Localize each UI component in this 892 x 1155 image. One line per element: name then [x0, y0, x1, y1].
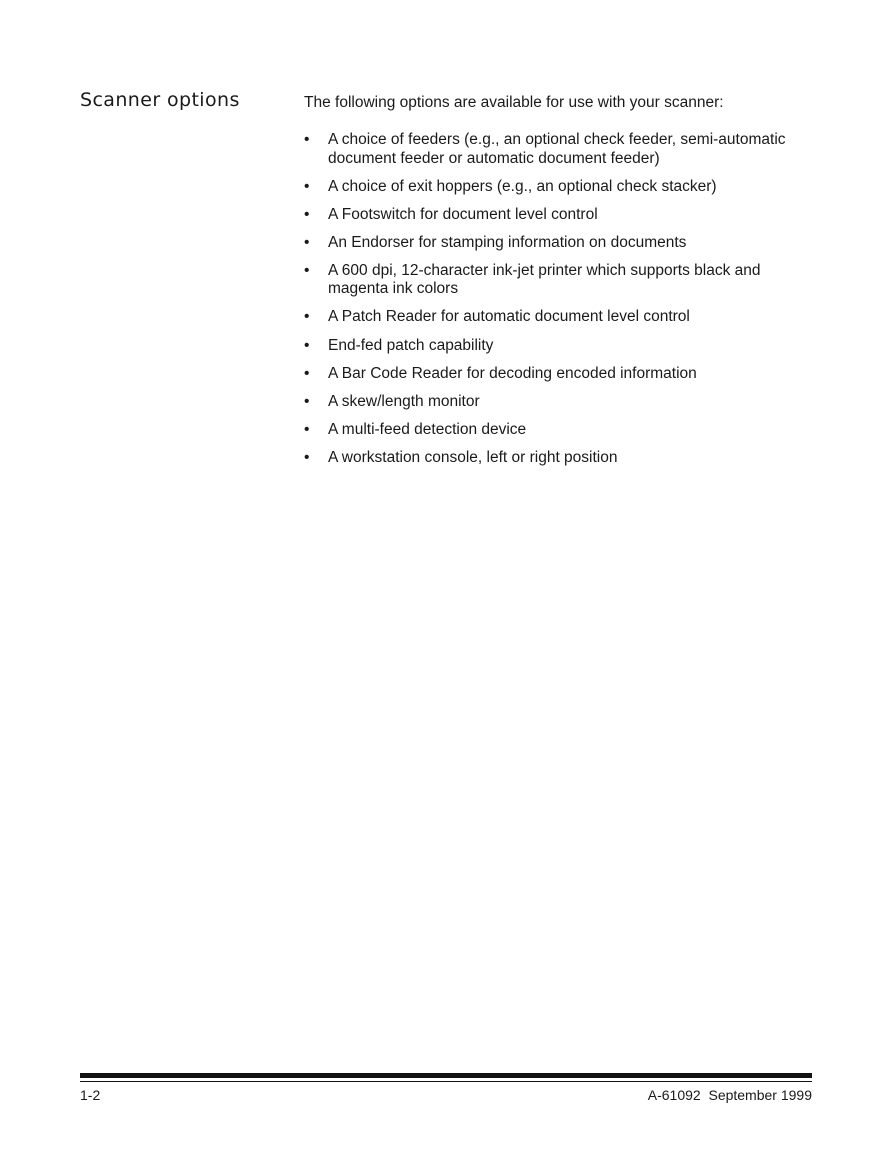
- list-item-text: End-fed patch capability: [328, 336, 494, 354]
- list-item: [304, 262, 824, 299]
- list-item-text: A Patch Reader for automatic document level control: [328, 308, 690, 326]
- list-item: [304, 206, 824, 225]
- bullet-icon: •: [304, 131, 310, 148]
- page-number: 1-2: [80, 1087, 101, 1103]
- bullet-icon: •: [304, 420, 310, 438]
- document-info: A-61092 September 1999: [647, 1087, 812, 1103]
- list-item-text: A choice of feeders (e.g., an optional check feeder, semi-automatic document feeder or automatic document feeder): [328, 131, 786, 167]
- list-item-text: A multi-feed detection device: [328, 420, 527, 438]
- footer-divider-thin: [80, 1081, 812, 1082]
- list-item: [304, 308, 824, 327]
- list-item: [304, 365, 824, 384]
- bullet-icon: •: [304, 177, 310, 195]
- intro-text: The following options are available for use with your scanner:: [304, 94, 724, 111]
- list-item: [304, 234, 824, 253]
- list-item-text: A Bar Code Reader for decoding encoded information: [328, 364, 697, 382]
- list-item-text: A 600 dpi, 12-character ink-jet printer which supports black and magenta ink colors: [328, 261, 761, 298]
- bullet-icon: •: [304, 261, 310, 279]
- list-item: [304, 393, 824, 412]
- bullet-icon: •: [304, 448, 310, 466]
- list-item-text: A workstation console, left or right position: [328, 448, 618, 466]
- list-item-text: A choice of exit hoppers (e.g., an optional check stacker): [328, 177, 717, 195]
- list-item-text: A Footswitch for document level control: [328, 205, 598, 223]
- bullet-icon: •: [304, 308, 310, 326]
- list-item: [304, 131, 824, 168]
- section-heading: Scanner options: [80, 89, 240, 111]
- bullet-icon: •: [304, 364, 310, 382]
- list-item: [304, 449, 824, 468]
- scanner-options-list: [304, 131, 824, 477]
- bullet-icon: •: [304, 336, 310, 354]
- list-item: [304, 337, 824, 356]
- list-item-text: An Endorser for stamping information on documents: [328, 233, 687, 251]
- footer-divider-thick: [80, 1073, 812, 1078]
- bullet-icon: •: [304, 392, 310, 410]
- list-item-text: A skew/length monitor: [328, 392, 480, 410]
- bullet-icon: •: [304, 233, 310, 251]
- list-item: [304, 421, 824, 440]
- bullet-icon: •: [304, 205, 310, 223]
- list-item: [304, 178, 824, 197]
